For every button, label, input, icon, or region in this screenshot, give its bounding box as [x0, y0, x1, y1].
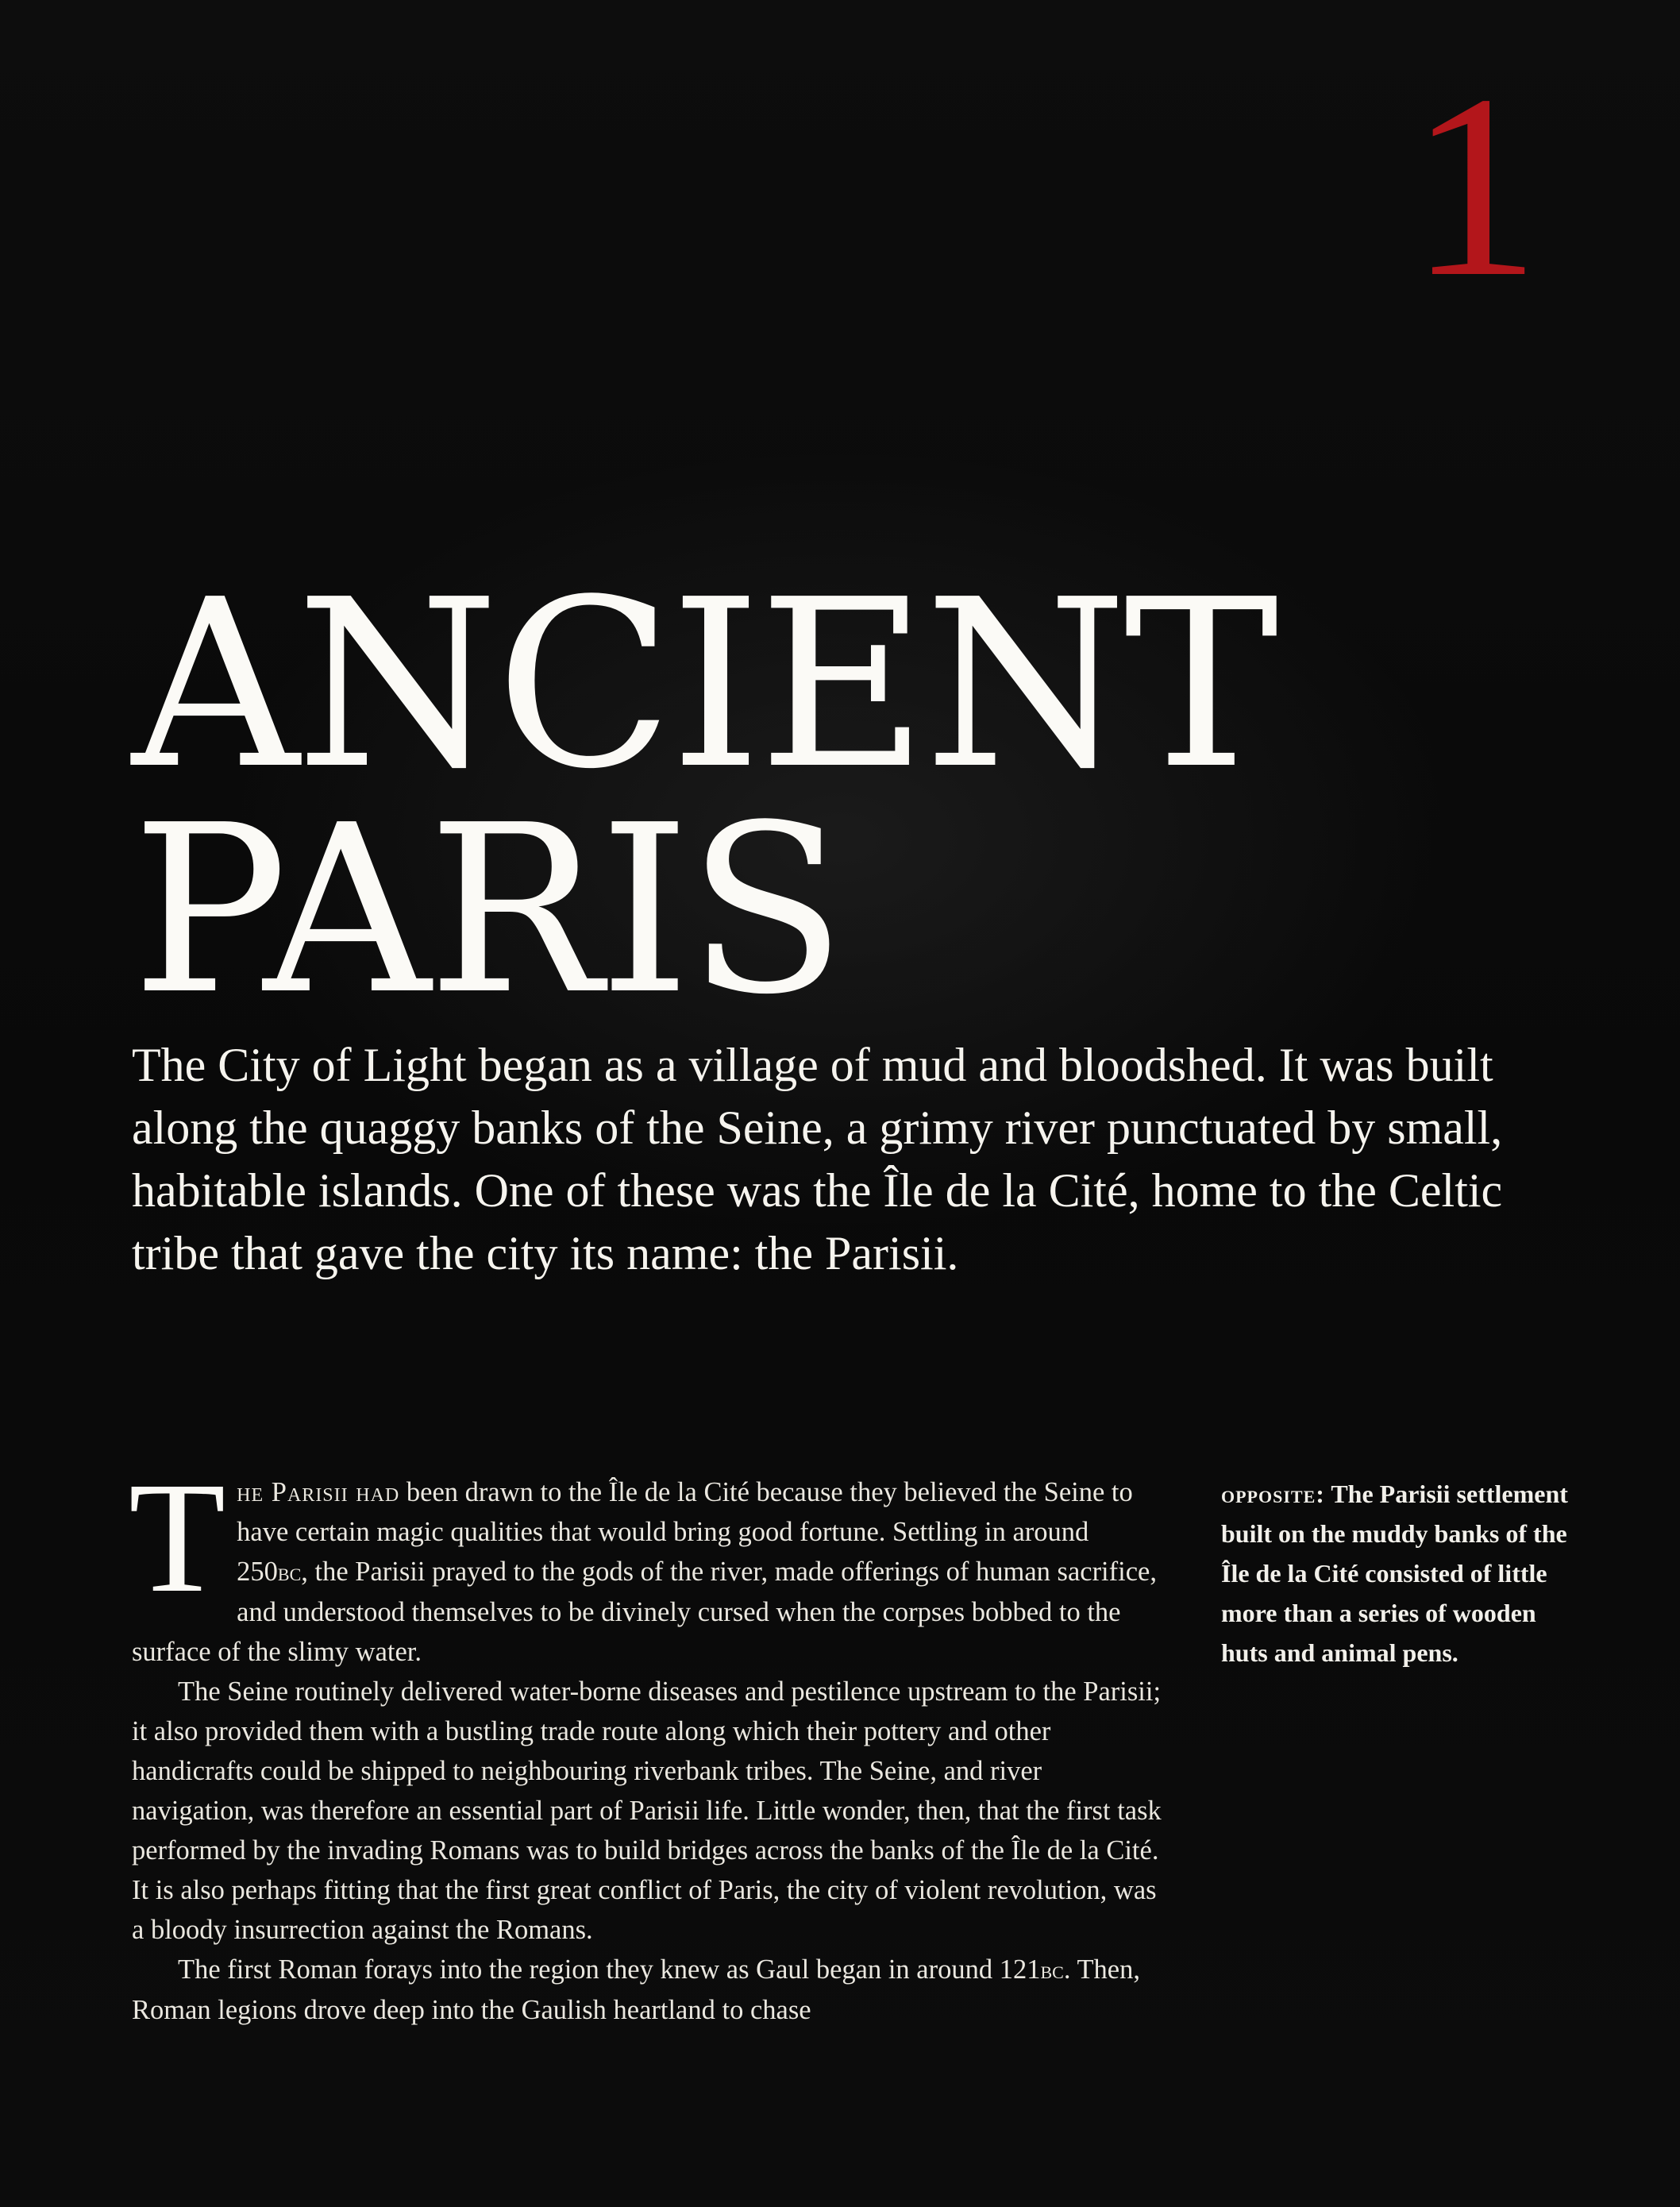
body-paragraph-1-end: , the Parisii prayed to the gods of the river, made offerings of human sacrifice, and understood themselves to be divinely cursed when the corpses bobbed to the surface of the slimy water.	[132, 1557, 1157, 1667]
era-suffix: bc	[277, 1558, 302, 1586]
body-paragraph-1	[129, 1450, 1164, 1672]
body-paragraph-3-end: . Then, Roman legions drove deep into the Gaulish heartland to chase	[132, 1954, 1140, 2025]
chapter-title-line-2: PARIS	[132, 775, 843, 1045]
body-paragraph-1-text: been drawn to the Île de la Cité because they believed the Seine to have certain magic qualities that would bring good fortune. Settling in around 250	[237, 1477, 1133, 1587]
chapter-number: 1	[1409, 41, 1540, 331]
body-text-column	[129, 1450, 1164, 2030]
drop-cap: T	[129, 1450, 226, 1626]
era-suffix: bc	[1040, 1956, 1064, 1984]
intro-paragraph: The City of Light began as a village of mud and bloodshed. It was built along the quaggy banks of the Seine, a grimy river punctuated by small, habitable islands. One of these was the Île de la Cité, home to the Celtic tribe that gave the city its name: the Parisii.	[132, 1039, 1503, 1279]
chapter-title-line-1: ANCIENT	[132, 550, 1276, 820]
body-paragraph-2: The Seine routinely delivered water-borne diseases and pestilence upstream to the Parisii; it also provided them with a bustling trade route along which their pottery and other handicrafts could be shipped to neighbouring riverbank tribes. The Seine, and river navigation, was therefore an essential part of Parisii life. Little wonder, then, that the first task performed by the invading Romans was to build bridges across the banks of the Île de la Cité. It is also perhaps fitting that the first great conflict of Paris, the city of violent revolution, was a bloody insurrection against the Romans.	[132, 1676, 1162, 1945]
caption-label: opposite:	[1221, 1480, 1325, 1508]
body-paragraph-3-text: The first Roman forays into the region they knew as Gaul began in around 121	[178, 1954, 1041, 1985]
body-paragraph-3	[132, 1950, 1164, 2030]
image-caption	[1221, 1474, 1578, 1673]
caption-text: The Parisii settlement built on the muddy banks of the Île de la Cité consisted of little more than a series of wooden huts and animal pens.	[1221, 1480, 1568, 1667]
lead-in-small-caps: he Parisii had	[237, 1477, 400, 1507]
